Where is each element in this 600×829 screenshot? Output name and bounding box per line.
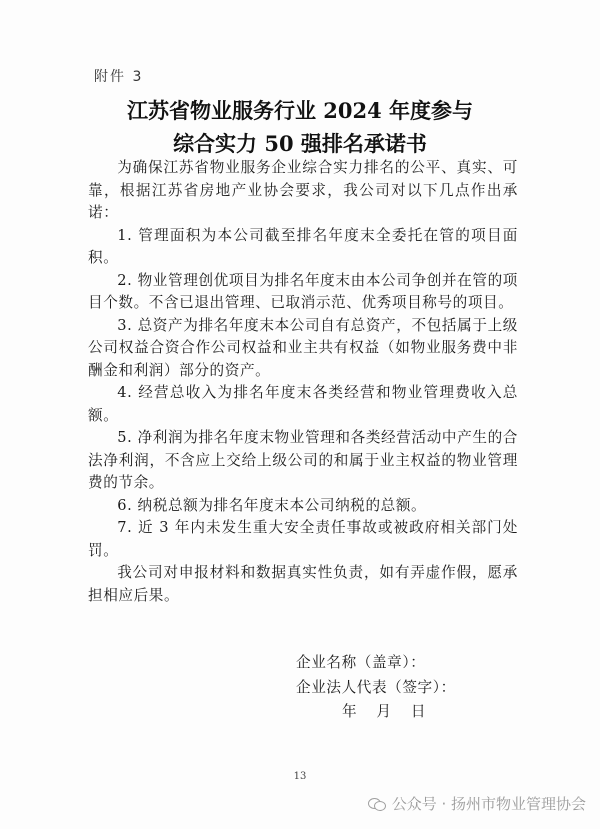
attachment-label: 附件 3 bbox=[94, 69, 144, 85]
date-field: 年 月 日 bbox=[342, 703, 427, 720]
closing-paragraph: 我公司对申报材料和数据真实性负责，如有弄虚作假，愿承担相应后果。 bbox=[88, 564, 518, 604]
commitment-item-4: 4. 经营总收入为排名年度末各类经营和物业管理费收入总额。 bbox=[88, 384, 518, 424]
commitment-item-3: 3. 总资产为排名年度末本公司自有总资产，不包括属于上级公司权益合资合作公司权益和业主共有权益（如物业服务费中非酬金和利润）部分的资产。 bbox=[88, 316, 518, 379]
page-number: 13 bbox=[293, 771, 307, 782]
document-body bbox=[88, 157, 518, 607]
commitment-item-6: 6. 纳税总额为排名年度末本公司纳税的总额。 bbox=[117, 496, 427, 514]
document-title-line2: 综合实力 50 强排名承诺书 bbox=[173, 131, 427, 156]
watermark bbox=[368, 793, 586, 814]
wechat-icon bbox=[368, 797, 386, 811]
watermark-text: 公众号 · 扬州市物业管理协会 bbox=[391, 795, 586, 813]
company-name-field: 企业名称（盖章）： bbox=[296, 654, 426, 671]
legal-rep-field: 企业法人代表（签字）： bbox=[296, 679, 456, 696]
document-title-line1: 江苏省物业服务行业 2024 年度参与 bbox=[126, 98, 474, 123]
commitment-item-2: 2. 物业管理创优项目为排名年度末由本公司争创并在管的项目个数。不含已退出管理、已取消示范、优秀项目称号的项目。 bbox=[88, 271, 518, 311]
commitment-item-7: 7. 近 3 年内未发生重大安全责任事故或被政府相关部门处罚。 bbox=[88, 519, 518, 559]
commitment-item-1: 1. 管理面积为本公司截至排名年度末全委托在管的项目面积。 bbox=[88, 226, 518, 266]
commitment-item-5: 5. 净利润为排名年度末物业管理和各类经营活动中产生的合法净利润，不含应上交给上级公司的和属于业主权益的物业管理费的节余。 bbox=[88, 429, 518, 491]
intro-paragraph: 为确保江苏省物业服务企业综合实力排名的公平、真实、可靠，根据江苏省房地产业协会要求，我公司对以下几点作出承诺： bbox=[88, 159, 518, 221]
